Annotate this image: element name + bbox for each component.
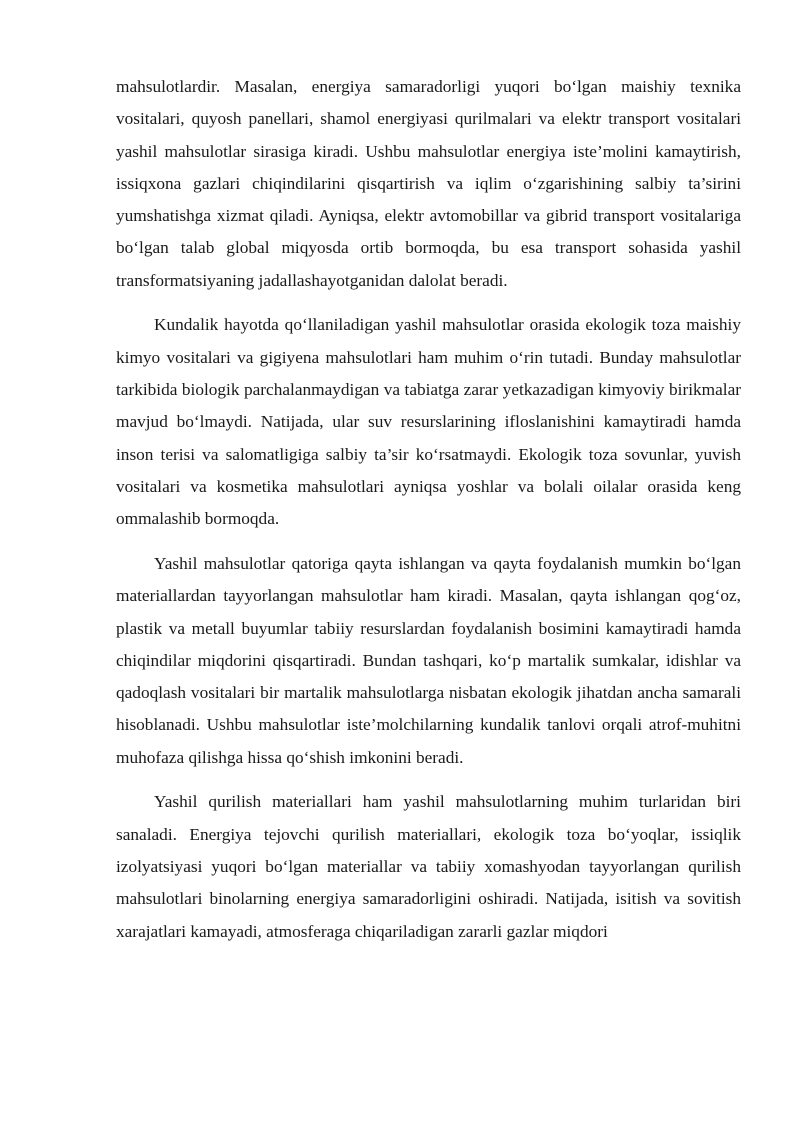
paragraph-continuation: mahsulotlardir. Masalan, energiya samaradorligi yuqori bo‘lgan maishiy texnika vositalari, quyosh panellari, shamol energiyasi qurilmalari va elektr transport vositalari yashil mahsulotlar sirasiga kiradi. Ushbu mahsulotlar energiya iste’molini kamaytirish, issiqxona gazlari chiqindilarini qisqartirish va iqlim o‘zgarishining salbiy ta’sirini yumshatishga xizmat qiladi. Ayniqsa, elektr avtomobillar va gibrid transport vositalariga bo‘lgan talab global miqyosda ortib bormoqda, bu esa transport sohasida yashil transformatsiyaning jadallashayotganidan dalolat beradi.: [116, 77, 741, 290]
paragraph-household-chemicals: Kundalik hayotda qo‘llaniladigan yashil mahsulotlar orasida ekologik toza maishiy kimyo vositalari va gigiyena mahsulotlari ham muhim o‘rin tutadi. Bunday mahsulotlar tarkibida biologik parchalanmaydigan va tabiatga zarar yetkazadigan kimyoviy birikmalar mavjud bo‘lmaydi. Natijada, ular suv resurslarining ifloslanishini kamaytiradi hamda inson terisi va salomatligiga salbiy ta’sir ko‘rsatmaydi. Ekologik toza sovunlar, yuvish vositalari va kosmetika mahsulotlari ayniqsa yoshlar va bolali oilalar orasida keng ommalashib bormoqda.: [116, 315, 741, 529]
body-text: [116, 71, 741, 960]
paragraph-recycled-materials: Yashil mahsulotlar qatoriga qayta ishlangan va qayta foydalanish mumkin bo‘lgan materiallardan tayyorlangan mahsulotlar ham kiradi. Masalan, qayta ishlangan qog‘oz, plastik va metall buyumlar tabiiy resurslardan foydalanish bosimini kamaytiradi hamda chiqindilar miqdorini qisqartiradi. Bundan tashqari, ko‘p martalik sumkalar, idishlar va qadoqlash vositalari bir martalik mahsulotlarga nisbatan ekologik jihatdan ancha samarali hisoblanadi. Ushbu mahsulotlar iste’molchilarning kundalik tanlovi orqali atrof-muhitni muhofaza qilishga hissa qo‘shish imkonini beradi.: [116, 553, 741, 767]
paragraph-green-construction: Yashil qurilish materiallari ham yashil mahsulotlarning muhim turlaridan biri sanaladi. Energiya tejovchi qurilish materiallari, ekologik toza bo‘yoqlar, issiqlik izolyatsiyasi yuqori bo‘lgan materiallar va tabiiy xomashyodan tayyorlangan qurilish mahsulotlari binolarning energiya samaradorligini oshiradi. Natijada, isitish va sovitish xarajatlari kamayadi, atmosferaga chiqariladigan zararli gazlar miqdori: [116, 792, 741, 941]
